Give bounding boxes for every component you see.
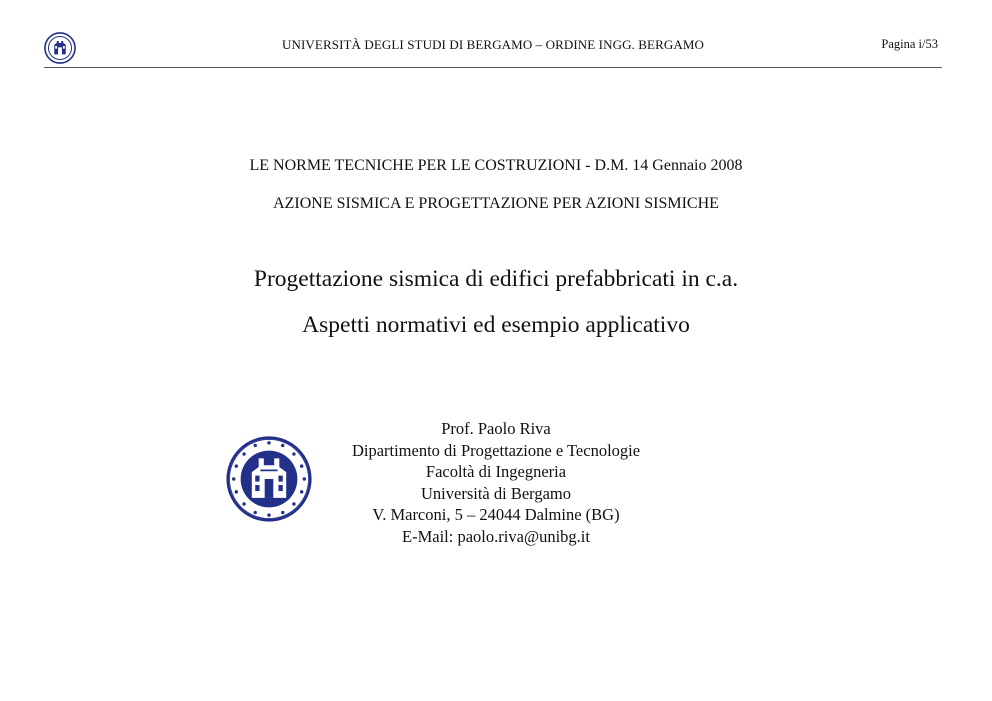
- author-address: V. Marconi, 5 – 24044 Dalmine (BG): [372, 505, 620, 524]
- author-email[interactable]: E-Mail: paolo.riva@unibg.it: [402, 526, 590, 546]
- document-title: Progettazione sismica di edifici prefabbricati in c.a.: [253, 266, 739, 292]
- page-number: Pagina i/53: [881, 37, 938, 51]
- author-faculty: Facoltà di Ingegneria: [425, 462, 567, 481]
- author-info: [330, 418, 662, 547]
- author-department: Dipartimento di Progettazione e Tecnologie: [351, 440, 641, 460]
- seismic-subtitle: AZIONE SISMICA E PROGETTAZIONE PER AZIONI SISMICHE: [273, 195, 719, 212]
- author-university: Università di Bergamo: [421, 483, 571, 503]
- norms-subtitle: LE NORME TECNICHE PER LE COSTRUZIONI - D.M. 14 Gennaio 2008: [249, 157, 743, 174]
- university-seal-large-icon: [226, 436, 312, 522]
- institution-header: UNIVERSITÀ DEGLI STUDI DI BERGAMO – ORDINE INGG. BERGAMO: [282, 37, 704, 52]
- document-subtitle: Aspetti normativi ed esempio applicativo: [302, 312, 690, 338]
- page-header: [44, 32, 942, 66]
- header-rule: [44, 67, 942, 68]
- author-name: Prof. Paolo Riva: [441, 419, 551, 438]
